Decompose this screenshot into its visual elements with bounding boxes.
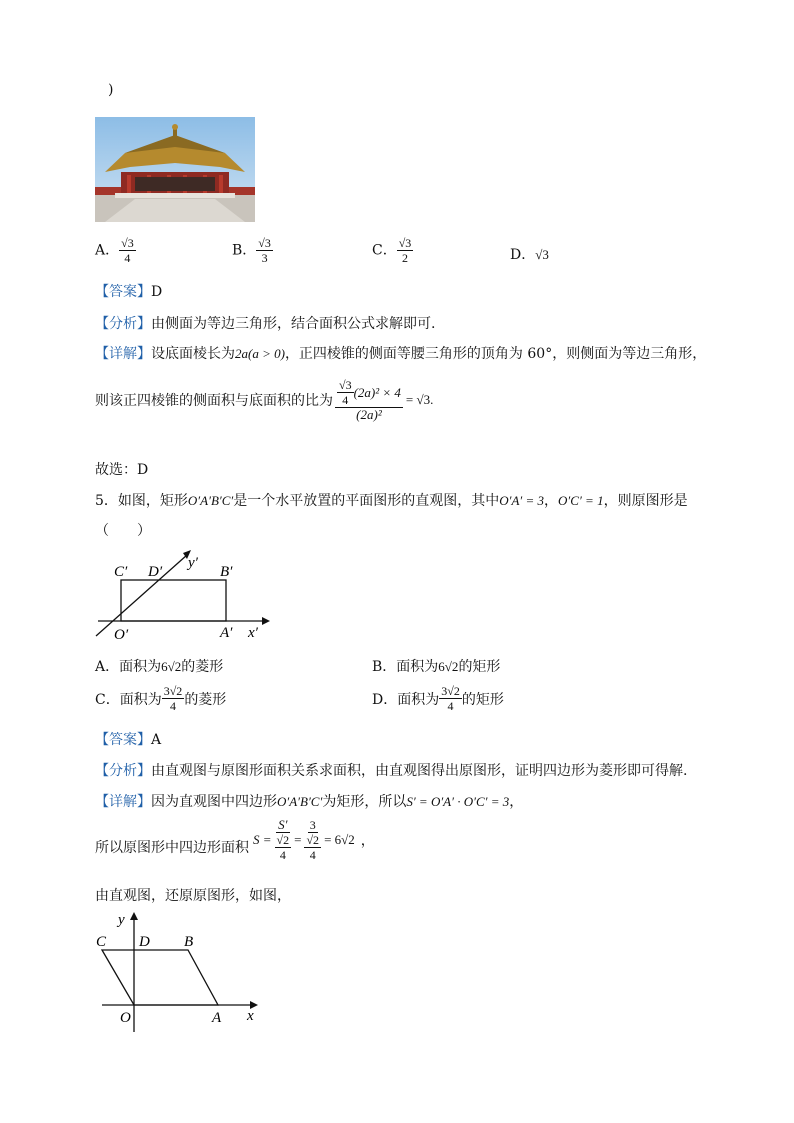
y-axis-arrow-icon — [130, 912, 138, 920]
q5-stem-line-1: 5．如图，矩形O′A′B′C′是一个水平放置的平面图形的直观图，其中O′A′ = 3，O′C′ = 1，则原图形是 — [95, 493, 688, 509]
q5-detail-line-2: 所以原图形中四边形面积 S = $\frac{S'}{\frac{√2}{4}}$ = $\frac{3}{\frac{√2}{4}}$ = 6√2 ， — [95, 817, 375, 862]
label-x: x — [247, 1008, 254, 1024]
q4-answer: D — [151, 284, 163, 300]
detail-tag: 【详解】 — [95, 794, 151, 810]
q4-detail-line-1: 【详解】设底面棱长为2a(a > 0)，正四棱锥的侧面等腰三角形的顶角为 60°，则侧面为等边三角形， — [95, 346, 707, 362]
q4-option-d[interactable]: D．√3 — [510, 247, 549, 263]
q4-option-b-den: 3 — [261, 251, 268, 265]
label-o: O — [120, 1010, 131, 1026]
eq-fraction-1: $\frac{S'}{\frac{√2}{4}}$ — [276, 817, 290, 862]
palace-photo — [95, 117, 255, 222]
label-b: B — [184, 934, 194, 950]
label-c: C — [96, 934, 107, 950]
q4-option-a-num: √3 — [121, 236, 134, 250]
q5-stem-line-2: （ ） — [95, 523, 151, 539]
q5-figure-original — [92, 910, 267, 1035]
eq-fraction-2: $\frac{3}{\frac{√2}{4}}$ — [306, 818, 320, 862]
q5-figure-intuitive — [92, 550, 272, 640]
y-axis — [96, 555, 187, 636]
answer-tag: 【答案】 — [95, 732, 151, 748]
x-axis-arrow-icon — [262, 617, 270, 625]
analysis-tag: 【分析】 — [95, 316, 151, 332]
q5-option-d[interactable]: D．面积为 $\frac{3√2}{4}$ 的矩形 — [372, 684, 504, 713]
q5-detail-line-3: 由直观图，还原原图形，如图， — [95, 888, 291, 904]
label-b: B′ — [220, 564, 233, 580]
q5-option-a[interactable]: A．面积为6√2的菱形 — [95, 659, 224, 675]
q4-option-b[interactable]: B． $\frac{√3}{3}$ — [232, 236, 271, 265]
q4-analysis: 由侧面为等边三角形，结合面积公式求解即可. — [151, 316, 436, 332]
q5-option-b[interactable]: B．面积为6√2的矩形 — [372, 659, 501, 675]
q4-option-a-den: 4 — [124, 251, 131, 265]
label-o: O′ — [114, 627, 129, 640]
q5-analysis-line — [95, 760, 687, 780]
q4-option-c-num: √3 — [398, 236, 412, 250]
label-d: D′ — [148, 564, 163, 580]
q5-analysis: 由直观图与原图形面积关系求面积，由直观图得出原图形，证明四边形为菱形即可得解. — [151, 763, 688, 779]
q5-option-c[interactable]: C．面积为 $\frac{3√2}{4}$ 的菱形 — [95, 684, 227, 713]
q4-option-b-num: √3 — [258, 236, 271, 250]
q4-analysis-line — [95, 313, 435, 333]
label-y: y — [118, 912, 125, 928]
q4-option-c-den: 2 — [402, 251, 409, 265]
label-a: A — [212, 1010, 222, 1026]
q4-option-d-value: √3 — [535, 247, 549, 262]
rhombus-oabc — [102, 950, 218, 1005]
label-a: A′ — [220, 625, 233, 640]
q4-detail-line-2: 则该正四棱锥的侧面积与底面积的比为 $\frac{√3}{4}$ (2a)² × 4 (2a)² = √3. — [95, 378, 434, 422]
answer-tag: 【答案】 — [95, 284, 151, 300]
q4-ratio-fraction: $\frac{√3}{4}$ (2a)² × 4 (2a)² — [335, 378, 403, 422]
q5-answer-line — [95, 729, 161, 749]
q4-option-c[interactable]: C． $\frac{√3}{2}$ — [372, 236, 412, 265]
label-d: D — [139, 934, 150, 950]
label-x: x′ — [248, 625, 258, 640]
q4-conclusion: 故选：D — [95, 462, 149, 478]
question-closing-paren: ) — [108, 82, 114, 98]
q5-detail-line-1: 【详解】因为直观图中四边形O′A′B′C′为矩形，所以S′ = O′A′ · O′C′ = 3， — [95, 794, 524, 810]
q4-option-a[interactable]: A． $\frac{√3}{4}$ — [95, 236, 134, 265]
detail-tag: 【详解】 — [95, 346, 151, 362]
analysis-tag: 【分析】 — [95, 763, 151, 779]
q5-answer: A — [151, 732, 162, 748]
label-y: y′ — [188, 555, 198, 571]
q4-answer-line — [95, 281, 162, 301]
label-c: C′ — [114, 564, 128, 580]
